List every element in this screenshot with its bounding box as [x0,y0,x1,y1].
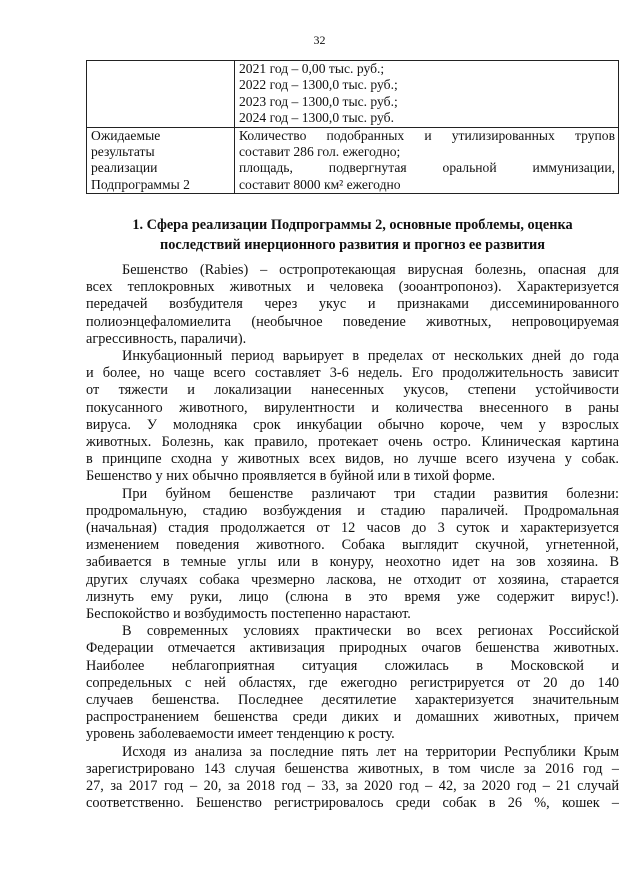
body-line: сопредельных с ней областях, где ежегодно регистрируется от 20 до 140 [86,674,619,691]
body-line: Бешенство (Rabies) – остропротекающая вирусная болезнь, опасная для [122,262,619,278]
body-line: других случаях собака чрезмерно ласкова, не отходит от хозяина, старается [86,571,619,588]
body-line: зарегистрировано 143 случая бешенства животных, в том числе за 2016 год – [86,760,619,777]
section-heading [86,215,619,255]
body-line: вируса. У молодняка срок инкубации обычно короче, чем у взрослых [86,416,619,433]
body-line: Исходя из анализа за последние пять лет на территории Республики Крым [122,743,619,760]
label-line: Ожидаемые [91,127,161,143]
body-line: Федерации отмечается активизация природных очагов бешенства животных. [86,640,619,657]
body-line: в принципе сходна у животных всех видов, но лучше всего изучена у собак. [86,451,619,468]
body-line: При буйном бешенстве различают три стадии развития болезни: [122,485,619,502]
funding-line: 2021 год – 0,00 тыс. руб.; [239,61,385,76]
results-line: Количество подобранных и утилизированных трупов [239,127,615,143]
body-line: распространением бешенства среди диких и домашних животных, причем [86,709,619,726]
body-line: соответственно. Бешенство регистрировалось среди собак в 26 %, кошек – [86,795,619,812]
body-line: В современных условиях практически во всех регионах Российской [122,623,619,640]
table-cell-empty [87,61,235,128]
body-line: случаев бешенства. Последнее десятилетие характеризуется значительным [86,692,619,709]
table-row [87,61,619,128]
body-line: Бешенство у них обычно проявляется в буйной или в тихой форме. [86,468,496,485]
body-line: (начальная) стадия продолжается от 12 часов до 3 суток и характеризуется [86,520,619,537]
label-line: Подпрограммы 2 [91,176,190,192]
body-line: животных. Болезнь, как правило, протекает очень остро. Клиническая картина [86,434,619,451]
funding-line: 2022 год – 1300,0 тыс. руб.; [239,77,398,93]
funding-line: 2024 год – 1300,0 тыс. руб. [239,110,394,126]
results-line: площадь, подвергнутая оральной иммунизации, [239,160,615,176]
label-line: реализации [91,160,158,176]
body-line: Беспокойство и возбудимость постепенно нарастают. [86,606,411,623]
body-text [86,262,619,813]
body-line: агрессивность, параличи). [86,330,247,347]
body-line: Наиболее неблагоприятная ситуация сложилась в Московской и [86,657,619,674]
body-line: от тяжести и локализации нанесенных укусов, степени устойчивости [86,382,619,399]
body-line: и более, но чаще всего составляет 3-6 недель. Его продолжительность зависит [86,365,619,382]
body-line: уровень заболеваемости имеет тенденцию к росту. [86,726,395,743]
table-cell-label [87,127,235,194]
body-line: лизнуть ему руки, лицо (слюна в это время уже содержит вирус!). [86,588,619,605]
heading-line: 1. Сфера реализации Подпрограммы 2, основные проблемы, оценка [132,217,573,233]
funding-line: 2023 год – 1300,0 тыс. руб.; [239,93,398,109]
body-line: забивается в темные углы или в конуру, неохотно идет на зов хозяина. В [86,554,619,571]
results-line: составит 286 гол. ежегодно; [239,144,401,160]
body-line: передачей возбудителя через укус и признаками диссеминированного [86,296,619,313]
body-line: 27, за 2017 год – 20, за 2018 год – 33, за 2020 год – 42, за 2020 год – 21 случай [86,778,619,795]
table-cell-funding [235,61,619,128]
body-line: Инкубационный период варьирует в пределах от нескольких дней до года [122,348,619,365]
results-line: составит 8000 км² ежегодно [239,176,401,192]
body-line: покусанного животного, вирулентности и количества внесенного в раны [86,399,619,416]
body-line: всех теплокровных животных и человека (зооантропоноз). Характеризуется [86,279,619,296]
body-line: изменением поведения животного. Собака выглядит скучной, угнетенной, [86,537,619,554]
table-cell-results [235,127,619,194]
table-row [87,127,619,194]
body-line: полиоэнцефаломиелита (необычное поведение животных, непровоцируемая [86,313,619,330]
funding-results-table [86,60,619,194]
page-number: 32 [313,33,326,47]
body-line: продромальную, стадию возбуждения и стадию параличей. Продромальная [86,502,619,519]
heading-line: последствий инерционного развития и прогноз ее развития [160,237,545,253]
label-line: результаты [91,144,155,160]
